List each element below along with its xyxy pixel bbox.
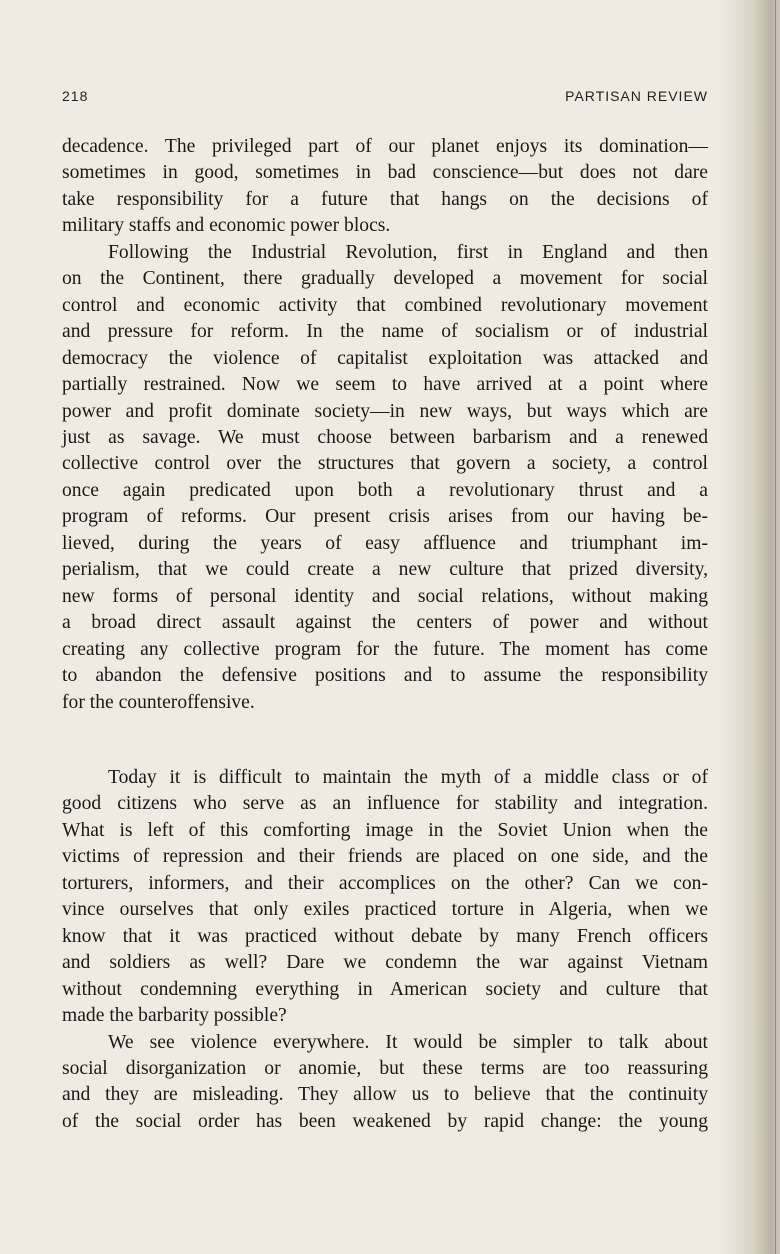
text-line: lieved, during the years of easy affluence and triumphant im- xyxy=(62,532,708,554)
text-line: and pressure for reform. In the name of socialism or of industrial xyxy=(62,321,708,343)
text-line: military staffs and economic power blocs. xyxy=(62,215,391,237)
section-break xyxy=(62,716,708,765)
text-line: perialism, that we could create a new culture that prized diversity, xyxy=(62,559,708,581)
text-line: democracy the violence of capitalist exploitation was attacked and xyxy=(62,347,708,369)
text-line: a broad direct assault against the centers of power and without xyxy=(62,612,708,634)
text-line: vince ourselves that only exiles practiced torture in Algeria, when we xyxy=(62,899,708,921)
text-line: good citizens who serve as an influence for stability and integration. xyxy=(62,793,708,815)
paragraph xyxy=(62,240,708,716)
text-line: collective control over the structures that govern a society, a control xyxy=(62,453,708,475)
text-line: made the barbarity possible? xyxy=(62,1005,287,1027)
running-header xyxy=(62,88,708,108)
page-edge-line xyxy=(775,0,776,1254)
page-number: 218 xyxy=(62,88,89,104)
text-line: on the Continent, there gradually developed a movement for social xyxy=(62,268,708,290)
text-line: What is left of this comforting image in the Soviet Union when the xyxy=(62,819,708,841)
paragraph xyxy=(62,1030,708,1136)
text-line: sometimes in good, sometimes in bad conscience—but does not dare xyxy=(62,162,708,184)
text-line: take responsibility for a future that hangs on the decisions of xyxy=(62,188,708,210)
text-line: once again predicated upon both a revolutionary thrust and a xyxy=(62,479,708,501)
text-line: power and profit dominate society—in new ways, but ways which are xyxy=(62,400,708,422)
text-line: decadence. The privileged part of our planet enjoys its domination— xyxy=(62,136,708,157)
body-text xyxy=(62,134,708,1135)
text-line: We see violence everywhere. It would be simpler to talk about xyxy=(108,1031,708,1053)
text-line: program of reforms. Our present crisis arises from our having be- xyxy=(62,506,708,528)
paragraph xyxy=(62,765,708,1030)
text-line: creating any collective program for the future. The moment has come xyxy=(62,638,708,660)
text-line: control and economic activity that combined revolutionary movement xyxy=(62,294,708,316)
text-line: of the social order has been weakened by rapid change: the young xyxy=(62,1110,708,1132)
text-line: and soldiers as well? Dare we condemn the war against Vietnam xyxy=(62,952,708,974)
text-line: new forms of personal identity and social relations, without making xyxy=(62,585,708,607)
paragraph xyxy=(62,134,708,240)
text-line: to abandon the defensive positions and to assume the responsibility xyxy=(62,665,708,687)
text-line: Today it is difficult to maintain the myth of a middle class or of xyxy=(108,766,708,788)
text-line: and they are misleading. They allow us to believe that the continuity xyxy=(62,1084,708,1106)
text-line: Following the Industrial Revolution, first in England and then xyxy=(108,241,708,263)
text-line: torturers, informers, and their accomplices on the other? Can we con- xyxy=(62,872,708,894)
text-line: partially restrained. Now we seem to have arrived at a point where xyxy=(62,374,708,396)
text-line: without condemning everything in American society and culture that xyxy=(62,978,708,1000)
text-line: just as savage. We must choose between barbarism and a renewed xyxy=(62,426,708,448)
journal-title: PARTISAN REVIEW xyxy=(565,88,708,104)
text-line: social disorganization or anomie, but these terms are too reassuring xyxy=(62,1057,708,1079)
text-line: for the counteroffensive. xyxy=(62,691,255,713)
page-edge-shadow xyxy=(720,0,780,1254)
text-line: know that it was practiced without debate by many French officers xyxy=(62,925,708,947)
text-line: victims of repression and their friends are placed on one side, and the xyxy=(62,846,708,868)
